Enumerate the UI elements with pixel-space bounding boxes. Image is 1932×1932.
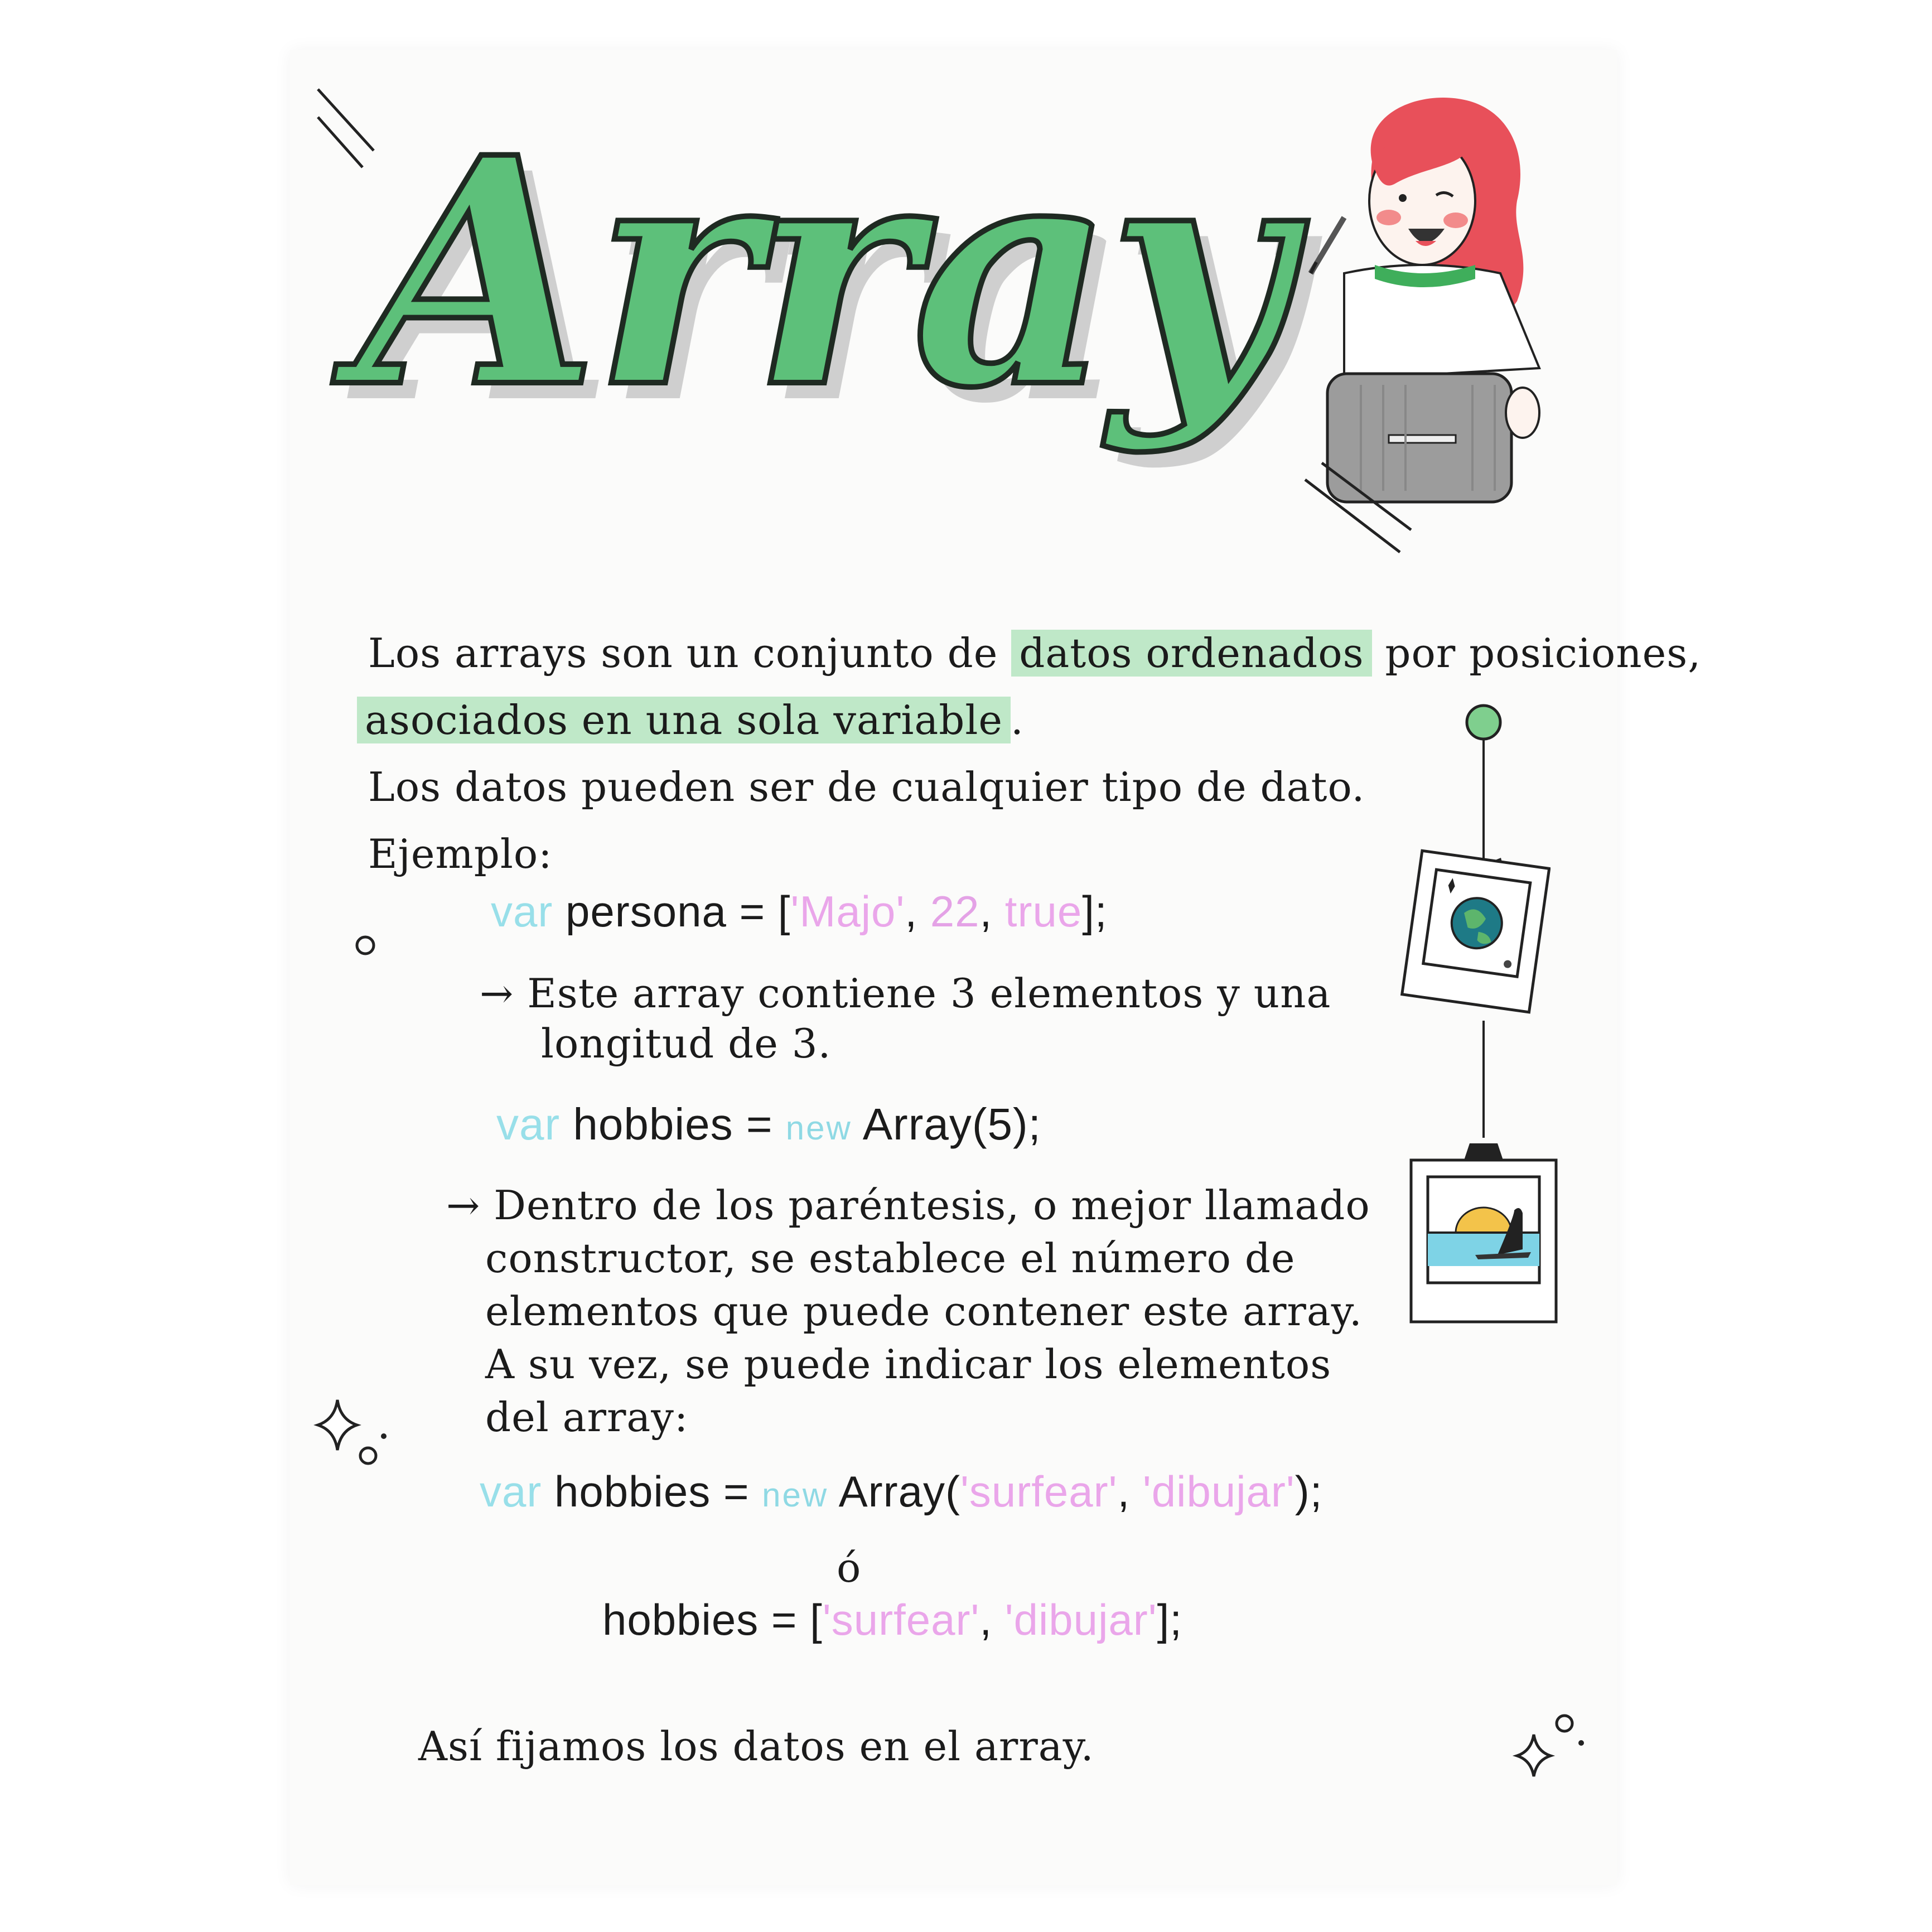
intro-line-2: asociados en una sola variable . (357, 697, 1024, 743)
note-1-line-2: longitud de 3. (541, 1020, 832, 1067)
types-line: Los datos pueden ser de cualquier tipo de dato. (368, 764, 1365, 810)
intro-line-1: Los arrays son un conjunto de datos ordenados por posiciones, (368, 630, 1702, 677)
code-hobbies-literal: hobbies = ['surfear', 'dibujar']; (602, 1595, 1182, 1644)
globe-photo-icon (1400, 848, 1551, 1021)
note-2-line-3: elementos que puede contener este array. (485, 1288, 1363, 1335)
example-label: Ejemplo: (368, 830, 553, 877)
code-hobbies-new: var hobbies = new Array('surfear', 'dibujar'); (480, 1467, 1323, 1516)
sunset-surfer-photo-icon (1403, 1143, 1564, 1333)
code-persona: var persona = ['Majo', 22, true]; (491, 887, 1108, 936)
page-title: Array (357, 90, 1284, 457)
girl-with-tablet-illustration (1277, 89, 1612, 513)
note-2-line-4: A su vez, se puede indicar los elementos (485, 1341, 1332, 1388)
or-text: ó (837, 1544, 862, 1591)
code-hobbies-5: var hobbies = new Array(5); (496, 1099, 1041, 1149)
circle-dot-icon (351, 931, 379, 959)
highlight-asociados: asociados en una sola variable (357, 697, 1011, 743)
note-1: → Este array contiene 3 elementos y una (480, 970, 1331, 1017)
note-2-line-2: constructor, se establece el número de (485, 1235, 1296, 1282)
note-2-line-5: del array: (485, 1394, 689, 1441)
double-slash-icon (1300, 457, 1422, 558)
sparkle-icon (1506, 1701, 1595, 1790)
closing-line: Así fijamos los datos en el array. (418, 1723, 1094, 1770)
highlight-datos-ordenados: datos ordenados (1011, 630, 1371, 677)
sparkle-icon (312, 1394, 396, 1478)
note-2-line-1: → Dentro de los paréntesis, o mejor llamado (446, 1182, 1370, 1229)
